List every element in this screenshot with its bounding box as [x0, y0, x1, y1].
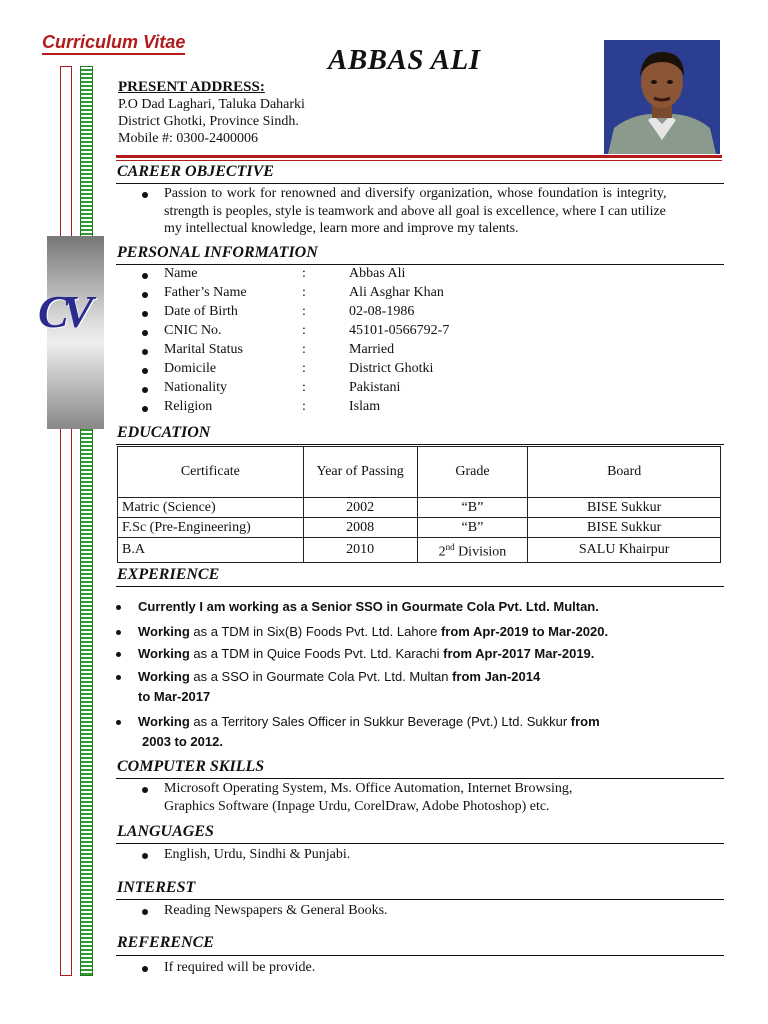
- grade-rest: Division: [454, 544, 507, 560]
- personal-label: Marital Status: [164, 342, 243, 357]
- table-header-cell: Year of Passing: [303, 447, 417, 498]
- bullet: [142, 387, 148, 393]
- experience-item: Working as a Territory Sales Officer in Sukkur Beverage (Pvt.) Ltd. Sukkur from: [138, 714, 600, 729]
- table-header-cell: Certificate: [118, 447, 304, 498]
- personal-label: CNIC No.: [164, 323, 222, 338]
- separator: :: [302, 380, 306, 395]
- bullet: [142, 273, 148, 279]
- candidate-name: ABBAS ALI: [328, 44, 481, 76]
- personal-value: District Ghotki: [349, 361, 434, 376]
- grade-suffix: nd: [445, 542, 455, 552]
- section-rule: [116, 444, 724, 445]
- table-row: [118, 498, 721, 518]
- bullet: [116, 652, 121, 657]
- address-title: PRESENT ADDRESS:: [118, 79, 265, 95]
- table-cell: 2010: [303, 538, 417, 563]
- table-cell: Matric (Science): [118, 498, 304, 518]
- personal-value: Islam: [349, 399, 381, 414]
- table-cell: “B”: [417, 518, 528, 538]
- bullet: [116, 630, 121, 635]
- separator: :: [302, 361, 306, 376]
- experience-item-continued: to Mar-2017: [138, 689, 211, 704]
- table-cell: F.Sc (Pre-Engineering): [118, 518, 304, 538]
- bullet: [142, 330, 148, 336]
- table-header-row: [118, 447, 721, 498]
- personal-label: Date of Birth: [164, 304, 238, 319]
- experience-item-continued: 2003 to 2012.: [142, 734, 223, 749]
- separator: :: [302, 399, 306, 414]
- bullet: [142, 311, 148, 317]
- personal-label: Nationality: [164, 380, 227, 395]
- reference-text: If required will be provide.: [164, 960, 316, 975]
- address-line: District Ghotki, Province Sindh.: [118, 114, 299, 129]
- table-row: [118, 538, 721, 563]
- separator: :: [302, 323, 306, 338]
- experience-item: Currently I am working as a Senior SSO in Gourmate Cola Pvt. Ltd. Multan.: [138, 599, 599, 614]
- personal-label: Name: [164, 266, 198, 281]
- personal-label: Domicile: [164, 361, 217, 376]
- red-decorative-bar: [60, 66, 72, 976]
- personal-label: Religion: [164, 399, 213, 414]
- section-rule: [116, 843, 724, 844]
- section-rule: [116, 899, 724, 900]
- bullet: [116, 675, 121, 680]
- bullet: [142, 349, 148, 355]
- bullet: [142, 966, 148, 972]
- separator: :: [302, 342, 306, 357]
- portrait-image: [604, 40, 720, 154]
- bullet: [142, 853, 148, 859]
- table-header-cell: Board: [528, 447, 721, 498]
- section-rule: [116, 778, 724, 779]
- table-cell: SALU Khairpur: [528, 538, 721, 563]
- bullet: [142, 406, 148, 412]
- header-divider-thin: [116, 160, 722, 161]
- bullet: [116, 720, 121, 725]
- personal-value: Married: [349, 342, 395, 357]
- table-row: [118, 518, 721, 538]
- bullet: [142, 292, 148, 298]
- green-decorative-bar: [80, 66, 93, 976]
- section-title-languages: LANGUAGES: [117, 823, 214, 840]
- section-title-personal: PERSONAL INFORMATION: [117, 244, 318, 261]
- personal-label: Father’s Name: [164, 285, 247, 300]
- languages-text: English, Urdu, Sindhi & Punjabi.: [164, 847, 351, 862]
- cv-logo-text: CV: [38, 286, 88, 337]
- section-rule: [116, 955, 724, 956]
- table-cell: BISE Sukkur: [528, 518, 721, 538]
- personal-value: Pakistani: [349, 380, 401, 395]
- section-title-computer-skills: COMPUTER SKILLS: [117, 758, 265, 775]
- table-cell: 2008: [303, 518, 417, 538]
- career-text-line: my intellectual knowledge, learn more and improve my talents.: [164, 221, 519, 236]
- separator: :: [302, 304, 306, 319]
- bullet: [142, 368, 148, 374]
- personal-value: 45101-0566792-7: [349, 323, 450, 338]
- bullet: [142, 787, 148, 793]
- interest-text: Reading Newspapers & General Books.: [164, 903, 388, 918]
- section-title-reference: REFERENCE: [117, 934, 214, 951]
- personal-value: Abbas Ali: [349, 266, 406, 281]
- personal-value: 02-08-1986: [349, 304, 415, 319]
- separator: :: [302, 285, 306, 300]
- section-title-interest: INTEREST: [117, 879, 196, 896]
- bullet: [142, 909, 148, 915]
- section-rule: [116, 586, 724, 587]
- table-cell: BISE Sukkur: [528, 498, 721, 518]
- section-rule: [116, 264, 724, 265]
- mobile-line: Mobile #: 0300-2400006: [118, 131, 258, 146]
- address-line: P.O Dad Laghari, Taluka Daharki: [118, 97, 305, 112]
- experience-item: Working as a TDM in Quice Foods Pvt. Ltd. Karachi from Apr-2017 Mar-2019.: [138, 646, 595, 661]
- career-text-line: Passion to work for renowned and diversify organization, whose foundation is integrity,: [164, 186, 667, 201]
- section-title-experience: EXPERIENCE: [117, 566, 220, 583]
- table-header-cell: Grade: [417, 447, 528, 498]
- separator: :: [302, 266, 306, 281]
- table-cell: B.A: [118, 538, 304, 563]
- section-rule: [116, 183, 724, 184]
- skills-line: Graphics Software (Inpage Urdu, CorelDraw, Adobe Photoshop) etc.: [164, 799, 550, 814]
- profile-photo: [604, 40, 720, 154]
- header-divider: [116, 155, 722, 158]
- career-text-line: strength is peoples, style is teamwork and above all goal is excellence, where I can utilize: [164, 204, 666, 219]
- bullet: [142, 192, 148, 198]
- skills-line: Microsoft Operating System, Ms. Office Automation, Internet Browsing,: [164, 781, 573, 796]
- section-title-education: EDUCATION: [117, 424, 211, 441]
- section-title-career: CAREER OBJECTIVE: [117, 163, 274, 180]
- table-cell: “B”: [417, 498, 528, 518]
- personal-value: Ali Asghar Khan: [349, 285, 444, 300]
- grade-number: 2: [438, 544, 446, 560]
- experience-item: Working as a TDM in Six(B) Foods Pvt. Ltd. Lahore from Apr-2019 to Mar-2020.: [138, 624, 609, 639]
- education-table: [117, 446, 721, 563]
- experience-item: Working as a SSO in Gourmate Cola Pvt. Ltd. Multan from Jan-2014: [138, 669, 541, 684]
- table-cell: [417, 538, 528, 563]
- bullet: [116, 605, 121, 610]
- table-cell: 2002: [303, 498, 417, 518]
- cv-heading: Curriculum Vitae: [42, 32, 185, 55]
